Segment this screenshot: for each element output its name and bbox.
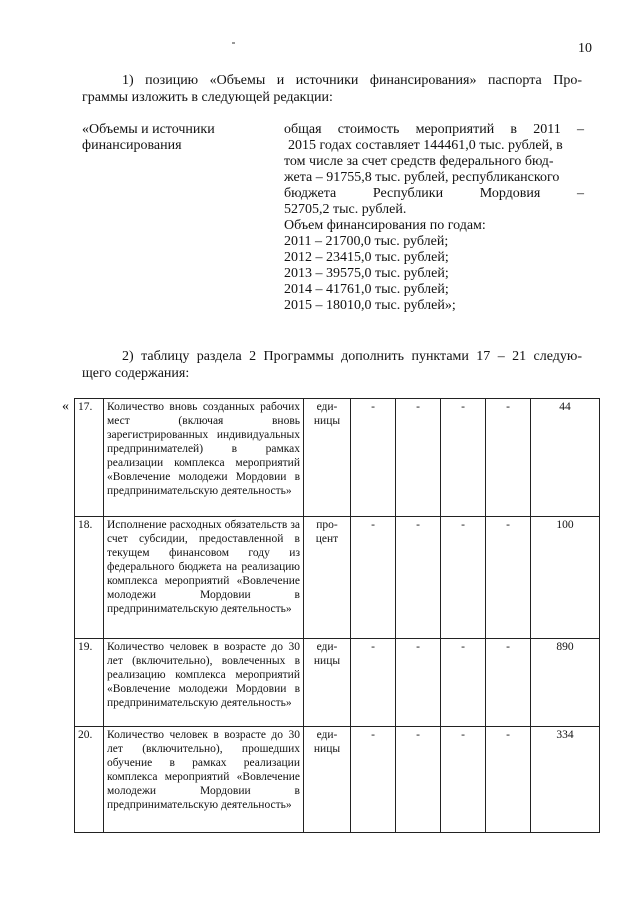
row-value-2014: - [486, 517, 531, 639]
row-value-2011: - [351, 727, 396, 833]
page-number: 10 [578, 41, 592, 56]
row-value-2014: - [486, 727, 531, 833]
table-row [75, 639, 600, 727]
row-value-2014: - [486, 639, 531, 727]
row-value-2011: - [351, 639, 396, 727]
passport-line: бюджета Республики Мордовия – [284, 186, 584, 201]
passport-line: том числе за счет средств федерального бюд- [284, 154, 554, 169]
row-unit: еди-ницы [304, 727, 351, 833]
row-description: Количество вновь созданных рабочих мест (включая вновь зарегистрированных индивидуальных предпринимателей) в рамках реализации комплекса мероприятий «Вовлечение молодежи Мордовии в предпринимательскую деятельность» [104, 399, 304, 517]
row-number: 17. [75, 399, 104, 517]
row-description: Количество человек в возрасте до 30 лет (включительно), прошедших обучение в рамках реализации комплекса мероприятий «Вовлечение молодежи Мордовии в предпринимательскую деятельность» [104, 727, 304, 833]
passport-line: Объем финансирования по годам: [284, 218, 486, 233]
row-value-2011: - [351, 517, 396, 639]
paragraph-1-rest: граммы изложить в следующей редакции: [82, 90, 333, 105]
row-value-2015: 334 [531, 727, 600, 833]
row-value-2013: - [441, 517, 486, 639]
passport-line: общая стоимость мероприятий в 2011 – [284, 122, 584, 137]
row-value-2015: 890 [531, 639, 600, 727]
passport-line: 2013 – 39575,0 тыс. рублей; [284, 266, 449, 281]
table-row [75, 399, 600, 517]
paragraph-2-rest: щего содержания: [82, 366, 190, 381]
passport-line: 2011 – 21700,0 тыс. рублей; [284, 234, 449, 249]
row-value-2011: - [351, 399, 396, 517]
row-number: 19. [75, 639, 104, 727]
paragraph-1 [82, 72, 582, 106]
passport-line: 2015 – 18010,0 тыс. рублей»; [284, 298, 456, 313]
row-unit: про-цент [304, 517, 351, 639]
paragraph-1-first-line: 1) позицию «Объемы и источники финансирования» паспорта Про- [122, 73, 582, 88]
row-unit: еди-ницы [304, 639, 351, 727]
table-row [75, 517, 600, 639]
row-value-2012: - [396, 639, 441, 727]
row-value-2012: - [396, 399, 441, 517]
passport-line: 2012 – 23415,0 тыс. рублей; [284, 250, 449, 265]
passport-label: «Объемы и источники финансирования [82, 122, 215, 153]
row-value-2013: - [441, 727, 486, 833]
row-description: Количество человек в возрасте до 30 лет (включительно), вовлеченных в реализацию комплекса мероприятий «Вовлечение молодежи Мордовии в предпринимательскую деятельность» [104, 639, 304, 727]
paragraph-2-first-line: 2) таблицу раздела 2 Программы дополнить пунктами 17 – 21 следую- [122, 349, 582, 364]
row-description: Исполнение расходных обязательств за счет субсидии, предоставленной в текущем финансовом году из федерального бюджета на реализацию комплекса мероприятий «Вовлечение молодежи Мордовии в предпринимательскую деятельность» [104, 517, 304, 639]
row-unit: еди-ницы [304, 399, 351, 517]
row-number: 18. [75, 517, 104, 639]
passport-line: 2014 – 41761,0 тыс. рублей; [284, 282, 449, 297]
passport-value [284, 122, 584, 314]
scan-speck [232, 42, 235, 44]
passport-line: жета – 91755,8 тыс. рублей, республиканского [284, 170, 560, 185]
paragraph-2 [82, 348, 582, 382]
row-value-2012: - [396, 517, 441, 639]
row-value-2014: - [486, 399, 531, 517]
table-open-quote: « [62, 399, 69, 414]
row-value-2012: - [396, 727, 441, 833]
row-value-2013: - [441, 399, 486, 517]
table-row [75, 727, 600, 833]
row-value-2013: - [441, 639, 486, 727]
passport-line: 2015 годах составляет 144461,0 тыс. рублей, в [288, 138, 563, 153]
indicators-table [74, 398, 600, 833]
passport-line: 52705,2 тыс. рублей. [284, 202, 407, 217]
row-value-2015: 44 [531, 399, 600, 517]
row-value-2015: 100 [531, 517, 600, 639]
row-number: 20. [75, 727, 104, 833]
